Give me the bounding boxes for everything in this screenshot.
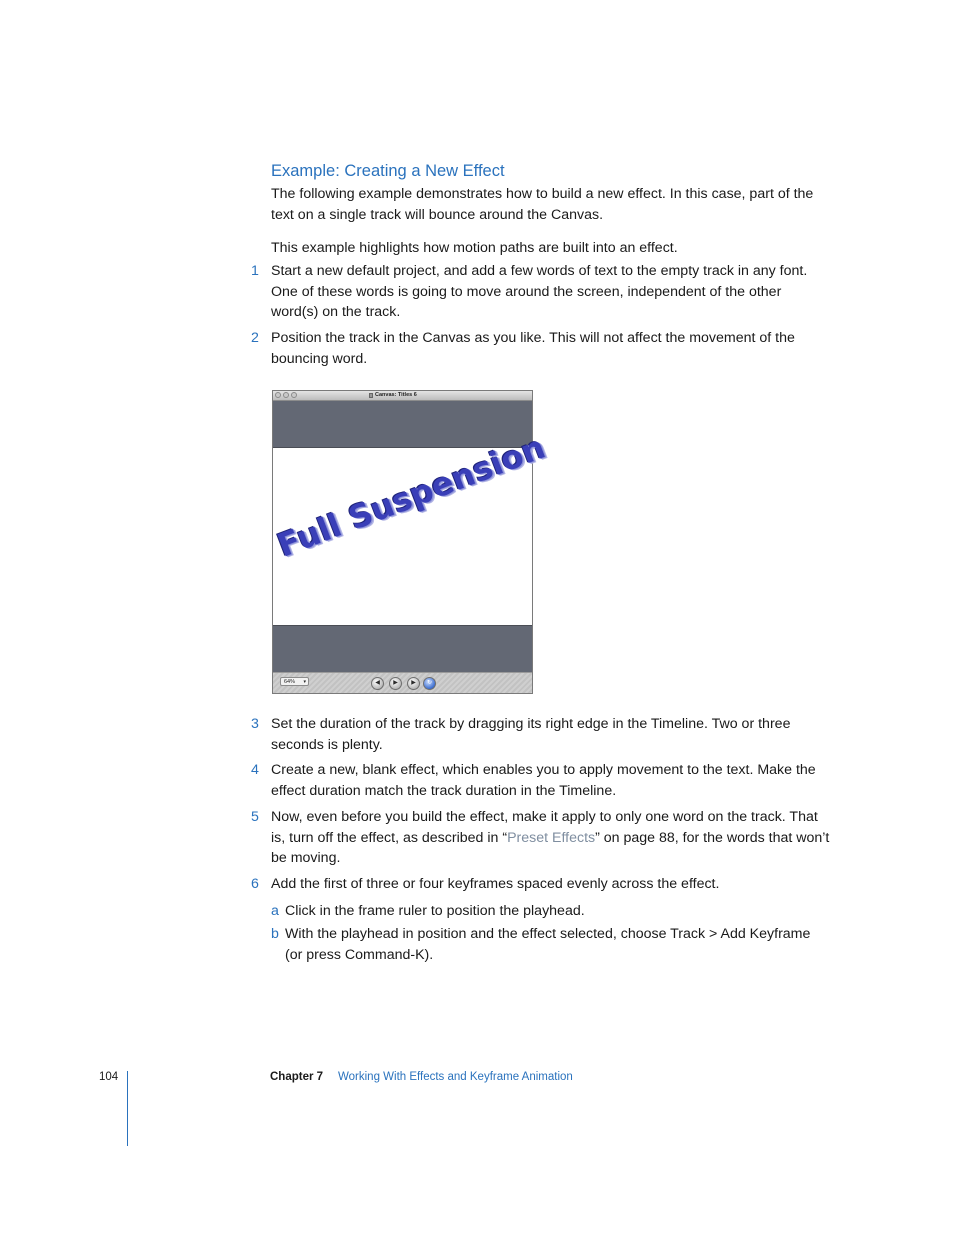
footer-divider <box>127 1071 128 1146</box>
substep-letter: b <box>271 926 279 942</box>
step-number: 2 <box>251 330 259 346</box>
step-number: 6 <box>251 876 259 892</box>
substep-letter: a <box>271 903 279 919</box>
footer-chapter-title: Working With Effects and Keyframe Animation <box>338 1071 573 1083</box>
chevron-down-icon: ▾ <box>303 679 306 685</box>
zoom-value: 64% <box>284 679 296 685</box>
step-text-after: ” on page 88, for the words that won’t be moving. <box>271 829 830 866</box>
step-number: 3 <box>251 716 259 732</box>
canvas-view <box>272 427 551 626</box>
canvas-title-text: Full Suspension <box>272 427 551 565</box>
step-text <box>271 807 831 869</box>
play-button: ▶ <box>389 677 402 690</box>
canvas-control-bar <box>273 672 532 693</box>
step-number: 1 <box>251 263 259 279</box>
substep-text: Click in the frame ruler to position the playhead. <box>285 903 585 919</box>
step-text: Start a new default project, and add a few words of text to the empty track in any font. One of these words is going to move around the screen, independent of the other word(s) on the track. <box>271 263 808 320</box>
step-text: Create a new, blank effect, which enables you to apply movement to the text. Make the effect duration match the track duration in the Timeline. <box>271 762 816 799</box>
step-text: Set the duration of the track by dragging its right edge in the Timeline. Two or three seconds is plenty. <box>271 716 791 753</box>
window-title: Canvas: Titles 6 <box>375 392 417 398</box>
step-text: Add the first of three or four keyframes spaced evenly across the effect. <box>271 876 720 892</box>
preset-effects-link[interactable]: Preset Effects <box>507 829 596 846</box>
step-text: Position the track in the Canvas as you like. This will not affect the movement of the bouncing word. <box>271 330 795 367</box>
loop-button: ↻ <box>423 677 436 690</box>
intro-paragraph-2: This example highlights how motion paths are built into an effect. <box>271 240 678 256</box>
step-number: 4 <box>251 762 259 778</box>
previous-frame-button: ◀ <box>371 677 384 690</box>
section-heading: Example: Creating a New Effect <box>271 162 505 180</box>
footer-chapter-label: Chapter 7 <box>270 1071 324 1083</box>
next-frame-button: ▶ <box>407 677 420 690</box>
zoom-window-icon <box>291 392 297 398</box>
substep-text: With the playhead in position and the effect selected, choose Track > Add Keyframe (or press Command-K). <box>285 926 811 963</box>
window-titlebar <box>273 391 532 401</box>
intro-paragraph: The following example demonstrates how to build a new effect. In this case, part of the text on a single track will bounce around the Canvas. <box>271 186 814 223</box>
document-icon <box>369 393 373 398</box>
close-window-icon <box>275 392 281 398</box>
canvas-window-screenshot <box>272 390 551 694</box>
step-text-before: Now, even before you build the effect, make it apply to only one word on the track. That is, turn off the effect, as described in “ <box>271 809 818 846</box>
zoom-select <box>280 677 309 686</box>
minimize-window-icon <box>283 392 289 398</box>
step-number: 5 <box>251 809 259 825</box>
page-number: 104 <box>99 1071 119 1083</box>
